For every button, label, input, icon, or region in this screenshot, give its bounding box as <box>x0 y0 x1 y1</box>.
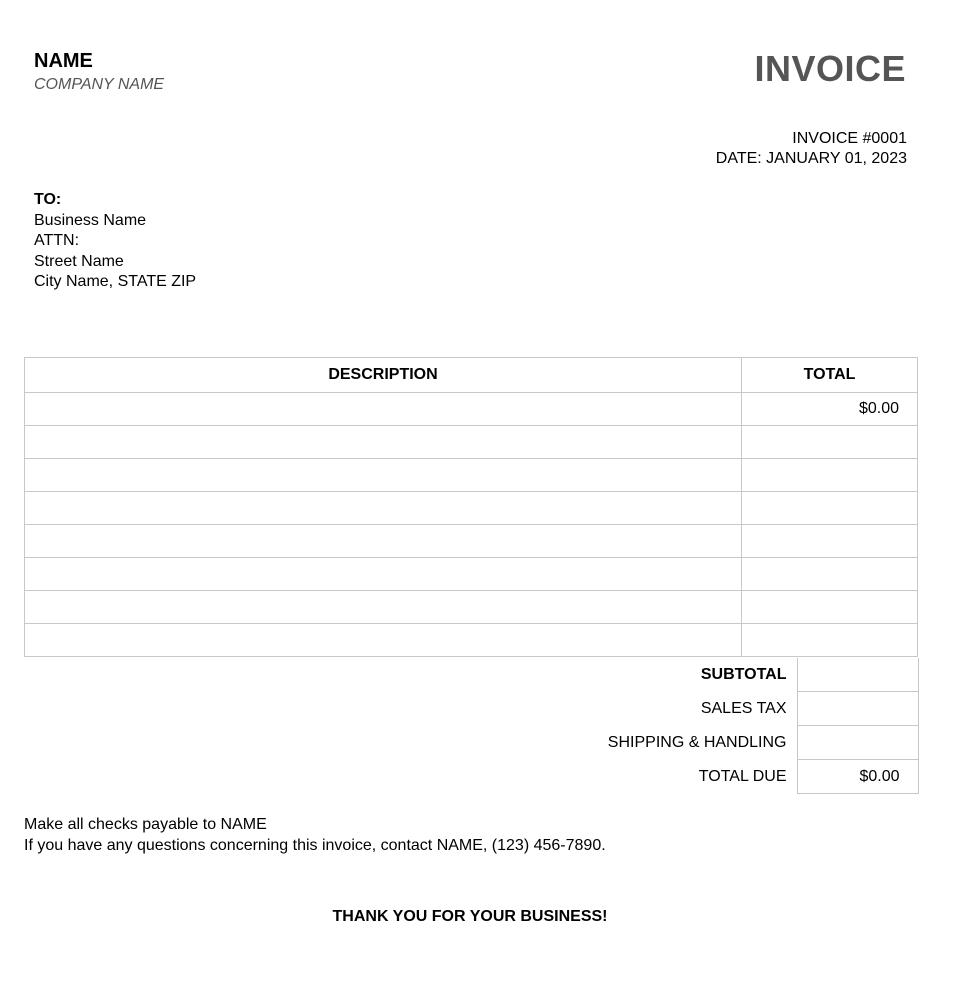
recipient-block <box>34 190 196 293</box>
description-cell[interactable] <box>25 591 742 624</box>
total-cell[interactable] <box>742 624 918 657</box>
contact-line: If you have any questions concerning this invoice, contact NAME, (123) 456-7890. <box>24 836 606 854</box>
invoice-date: DATE: JANUARY 01, 2023 <box>715 150 907 167</box>
recipient-street: Street Name <box>34 252 124 270</box>
total-cell[interactable] <box>742 558 918 591</box>
table-row <box>25 558 918 591</box>
description-cell[interactable] <box>25 558 742 591</box>
table-row <box>25 459 918 492</box>
sales-tax-value[interactable] <box>797 692 918 726</box>
description-cell[interactable] <box>25 525 742 558</box>
description-cell[interactable] <box>25 492 742 525</box>
description-cell[interactable] <box>25 624 742 657</box>
subtotal-value[interactable] <box>797 658 918 692</box>
table-row <box>25 426 918 459</box>
total-cell[interactable] <box>742 426 918 459</box>
company-name: COMPANY NAME <box>34 76 165 93</box>
description-cell[interactable] <box>25 393 742 426</box>
total-cell[interactable] <box>742 591 918 624</box>
total-due-label: TOTAL DUE <box>698 767 787 785</box>
total-header: TOTAL <box>742 358 918 393</box>
total-cell[interactable] <box>742 492 918 525</box>
recipient-attn: ATTN: <box>34 232 80 249</box>
shipping-label: SHIPPING & HANDLING <box>607 733 787 751</box>
recipient-city: City Name, STATE ZIP <box>34 273 197 290</box>
sales-tax-row <box>24 692 918 726</box>
total-cell[interactable]: $0.00 <box>742 393 918 426</box>
shipping-row <box>24 726 918 760</box>
total-cell[interactable] <box>742 525 918 558</box>
total-cell[interactable] <box>742 459 918 492</box>
totals-table <box>24 658 919 794</box>
subtotal-label: SUBTOTAL <box>700 665 787 683</box>
invoice-meta <box>716 129 907 169</box>
sales-tax-label: SALES TAX <box>700 699 787 717</box>
payment-notes <box>24 815 606 856</box>
table-row <box>25 591 918 624</box>
invoice-title: INVOICE <box>754 48 906 89</box>
description-cell[interactable] <box>25 426 742 459</box>
recipient-label: TO: <box>34 191 62 208</box>
table-row <box>25 492 918 525</box>
line-items-table <box>24 357 918 657</box>
description-header: DESCRIPTION <box>25 358 742 393</box>
subtotal-row <box>24 658 918 692</box>
table-row <box>25 624 918 657</box>
total-due-row <box>24 760 918 794</box>
table-header-row <box>25 358 918 393</box>
table-row <box>25 393 918 426</box>
description-cell[interactable] <box>25 459 742 492</box>
table-row <box>25 525 918 558</box>
recipient-business: Business Name <box>34 211 147 229</box>
checks-payable-line: Make all checks payable to NAME <box>24 816 267 833</box>
sender-name: NAME <box>34 50 93 72</box>
shipping-value[interactable] <box>797 726 918 760</box>
thank-you-message: THANK YOU FOR YOUR BUSINESS! <box>332 908 608 925</box>
invoice-number: INVOICE #0001 <box>792 130 907 147</box>
total-due-value[interactable]: $0.00 <box>797 760 918 794</box>
